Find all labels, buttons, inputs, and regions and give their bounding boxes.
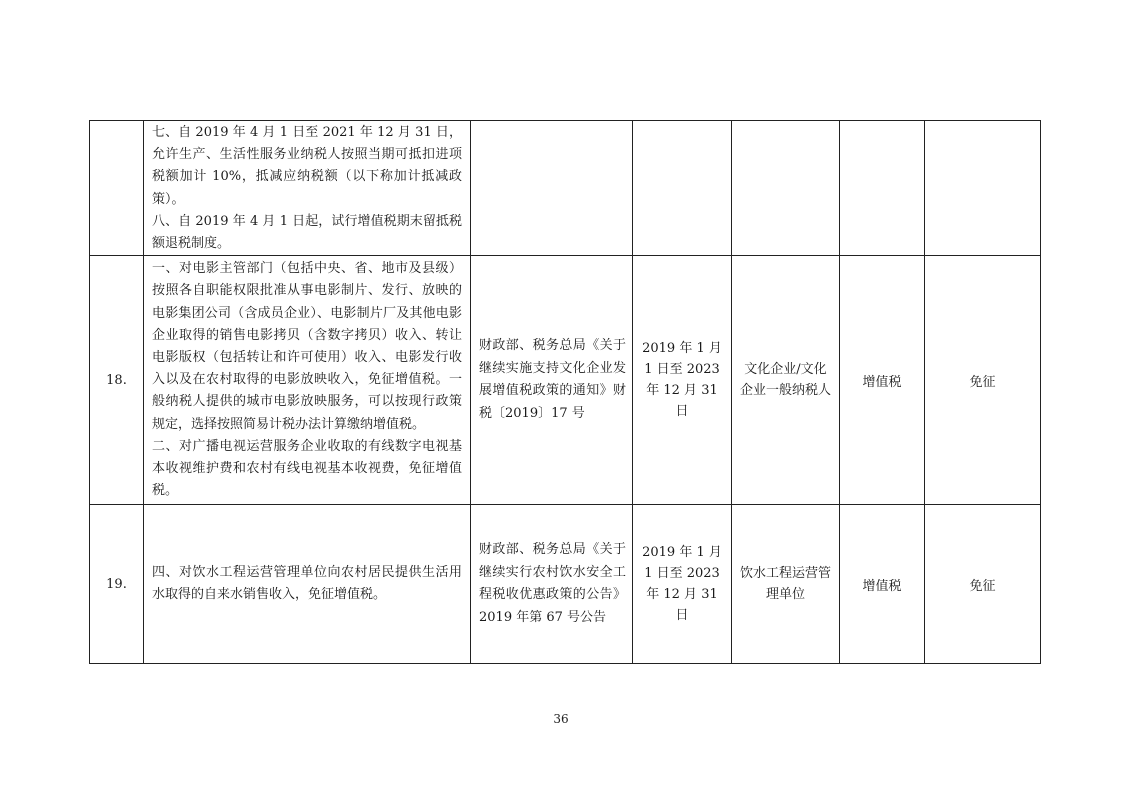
policy-content-cell	[144, 256, 471, 505]
taxpayer-subject-cell	[732, 505, 840, 664]
taxpayer-subject-cell	[732, 121, 840, 256]
policy-paragraph: 四、对饮水工程运营管理单位向农村居民提供生活用水取得的自来水销售收入，免征增值税。	[152, 565, 462, 603]
policy-paragraph: 一、对电影主管部门（包括中央、省、地市及县级）按照各自职能权限批准从事电影制片、发行、放映的电影集团公司（含成员企业）、电影制片厂及其他电影企业取得的销售电影拷贝（含数字拷贝）收入、转让电影版权（包括转让和许可使用）收入、电影发行收入以及在农村取得的电影放映收入，免征增值税。一般纳税人提供的城市电影放映服务，可以按现行政策规定，选择按照简易计税办法计算缴纳增值税。	[152, 261, 462, 432]
policy-content-cell	[144, 505, 471, 664]
policy-content-cell	[144, 121, 471, 256]
row-number-cell: 19.	[90, 505, 144, 664]
relief-method-cell: 免征	[925, 256, 1041, 505]
validity-period-cell	[633, 121, 732, 256]
policy-document: 财政部、税务总局《关于继续实施支持文化企业发展增值税政策的通知》财税〔2019〕17 号	[479, 338, 626, 421]
page-number: 36	[553, 712, 569, 726]
taxpayer-subject: 饮水工程运营管理单位	[739, 566, 831, 603]
relief-method-cell	[925, 121, 1041, 256]
relief-method-cell: 免征	[925, 505, 1041, 664]
validity-period-cell	[633, 256, 732, 505]
policy-document-cell	[471, 121, 633, 256]
validity-period: 2019 年 1 月 1 日至 2023 年 12 月 31 日	[642, 545, 722, 624]
tax-type-cell: 增值税	[840, 256, 925, 505]
tax-type-cell	[840, 121, 925, 256]
policy-document: 财政部、税务总局《关于继续实行农村饮水安全工程税收优惠政策的公告》2019 年第 67 号公告	[479, 542, 626, 625]
policy-paragraph: 八、自 2019 年 4 月 1 日起，试行增值税期末留抵税额退税制度。	[152, 213, 462, 252]
row-number-cell: 18.	[90, 256, 144, 505]
taxpayer-subject: 文化企业/文化企业一般纳税人	[739, 362, 831, 399]
row-number-cell	[90, 121, 144, 256]
policy-document-cell	[471, 256, 633, 505]
tax-policy-table	[89, 120, 1041, 664]
table-row	[90, 256, 1041, 505]
policy-document-cell	[471, 505, 633, 664]
policy-paragraph: 二、对广播电视运营服务企业收取的有线数字电视基本收视维护费和农村有线电视基本收视费，免征增值税。	[152, 438, 462, 499]
policy-content	[144, 258, 470, 502]
policy-content	[144, 562, 470, 606]
policy-content	[144, 121, 470, 255]
taxpayer-subject-cell	[732, 256, 840, 505]
table-row	[90, 121, 1041, 256]
validity-period-cell	[633, 505, 732, 664]
tax-type-cell: 增值税	[840, 505, 925, 664]
validity-period: 2019 年 1 月 1 日至 2023 年 12 月 31 日	[642, 341, 722, 420]
table-row	[90, 505, 1041, 664]
policy-paragraph: 七、自 2019 年 4 月 1 日至 2021 年 12 月 31 日，允许生产、生活性服务业纳税人按照当期可抵扣进项税额加计 10%，抵减应纳税额（以下称加计抵减政策）。	[152, 125, 462, 207]
